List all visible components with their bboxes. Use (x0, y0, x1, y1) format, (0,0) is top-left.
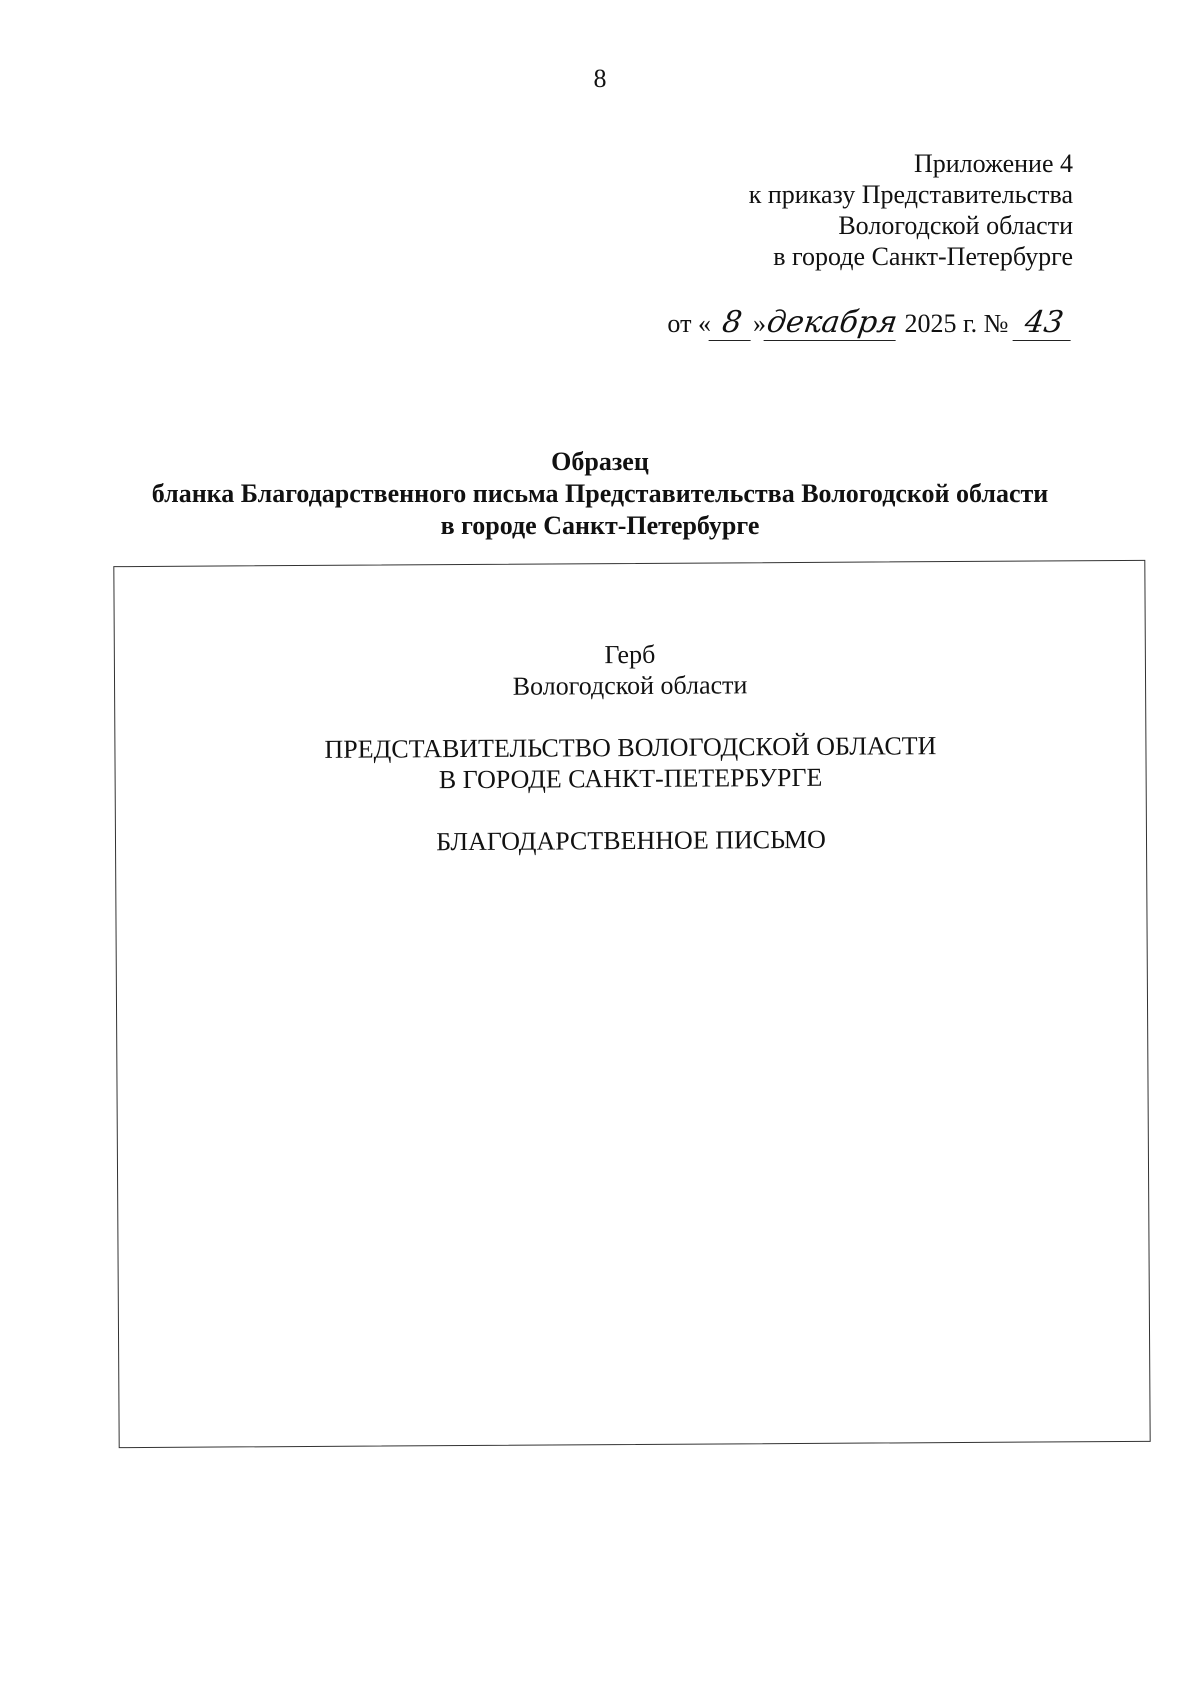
appendix-block (749, 148, 1073, 272)
appendix-line-1: Приложение 4 (913, 149, 1073, 178)
document-heading (0, 446, 1200, 542)
order-year-text: 2025 г. № (904, 309, 1009, 338)
organization-name (115, 729, 1145, 797)
appendix-line-2: к приказу Представительства (748, 180, 1073, 209)
appendix-line-4: в городе Санкт-Петербурге (773, 242, 1073, 271)
appendix-line-3: Вологодской области (838, 211, 1073, 240)
emblem-line-1: Герб (604, 639, 656, 670)
letter-title: БЛАГОДАРСТВЕННОЕ ПИСЬМО (436, 824, 826, 857)
order-date-number-line (667, 306, 1073, 341)
page-number: 8 (593, 64, 607, 93)
emblem-line-2: Вологодской области (512, 670, 748, 701)
order-month-handwritten: декабря (764, 305, 900, 340)
order-day-handwritten: 8 (708, 306, 755, 341)
order-number-handwritten: 43 (1013, 306, 1076, 341)
heading-line-1: Образец (551, 447, 649, 476)
organization-line-2: В ГОРОДЕ САНКТ-ПЕТЕРБУРГЕ (438, 762, 823, 795)
letter-sample-content (115, 636, 1146, 890)
emblem-placeholder (115, 636, 1145, 704)
letter-sample-frame (113, 560, 1150, 1448)
order-prefix: от « (667, 309, 711, 338)
organization-line-1: ПРЕДСТАВИТЕЛЬСТВО ВОЛОГОДСКОЙ ОБЛАСТИ (324, 731, 937, 764)
order-quote-close: » (752, 309, 766, 338)
heading-line-2: бланка Благодарственного письма Представительства Вологодской области (151, 479, 1049, 508)
heading-line-3: в городе Санкт-Петербурге (440, 511, 760, 540)
